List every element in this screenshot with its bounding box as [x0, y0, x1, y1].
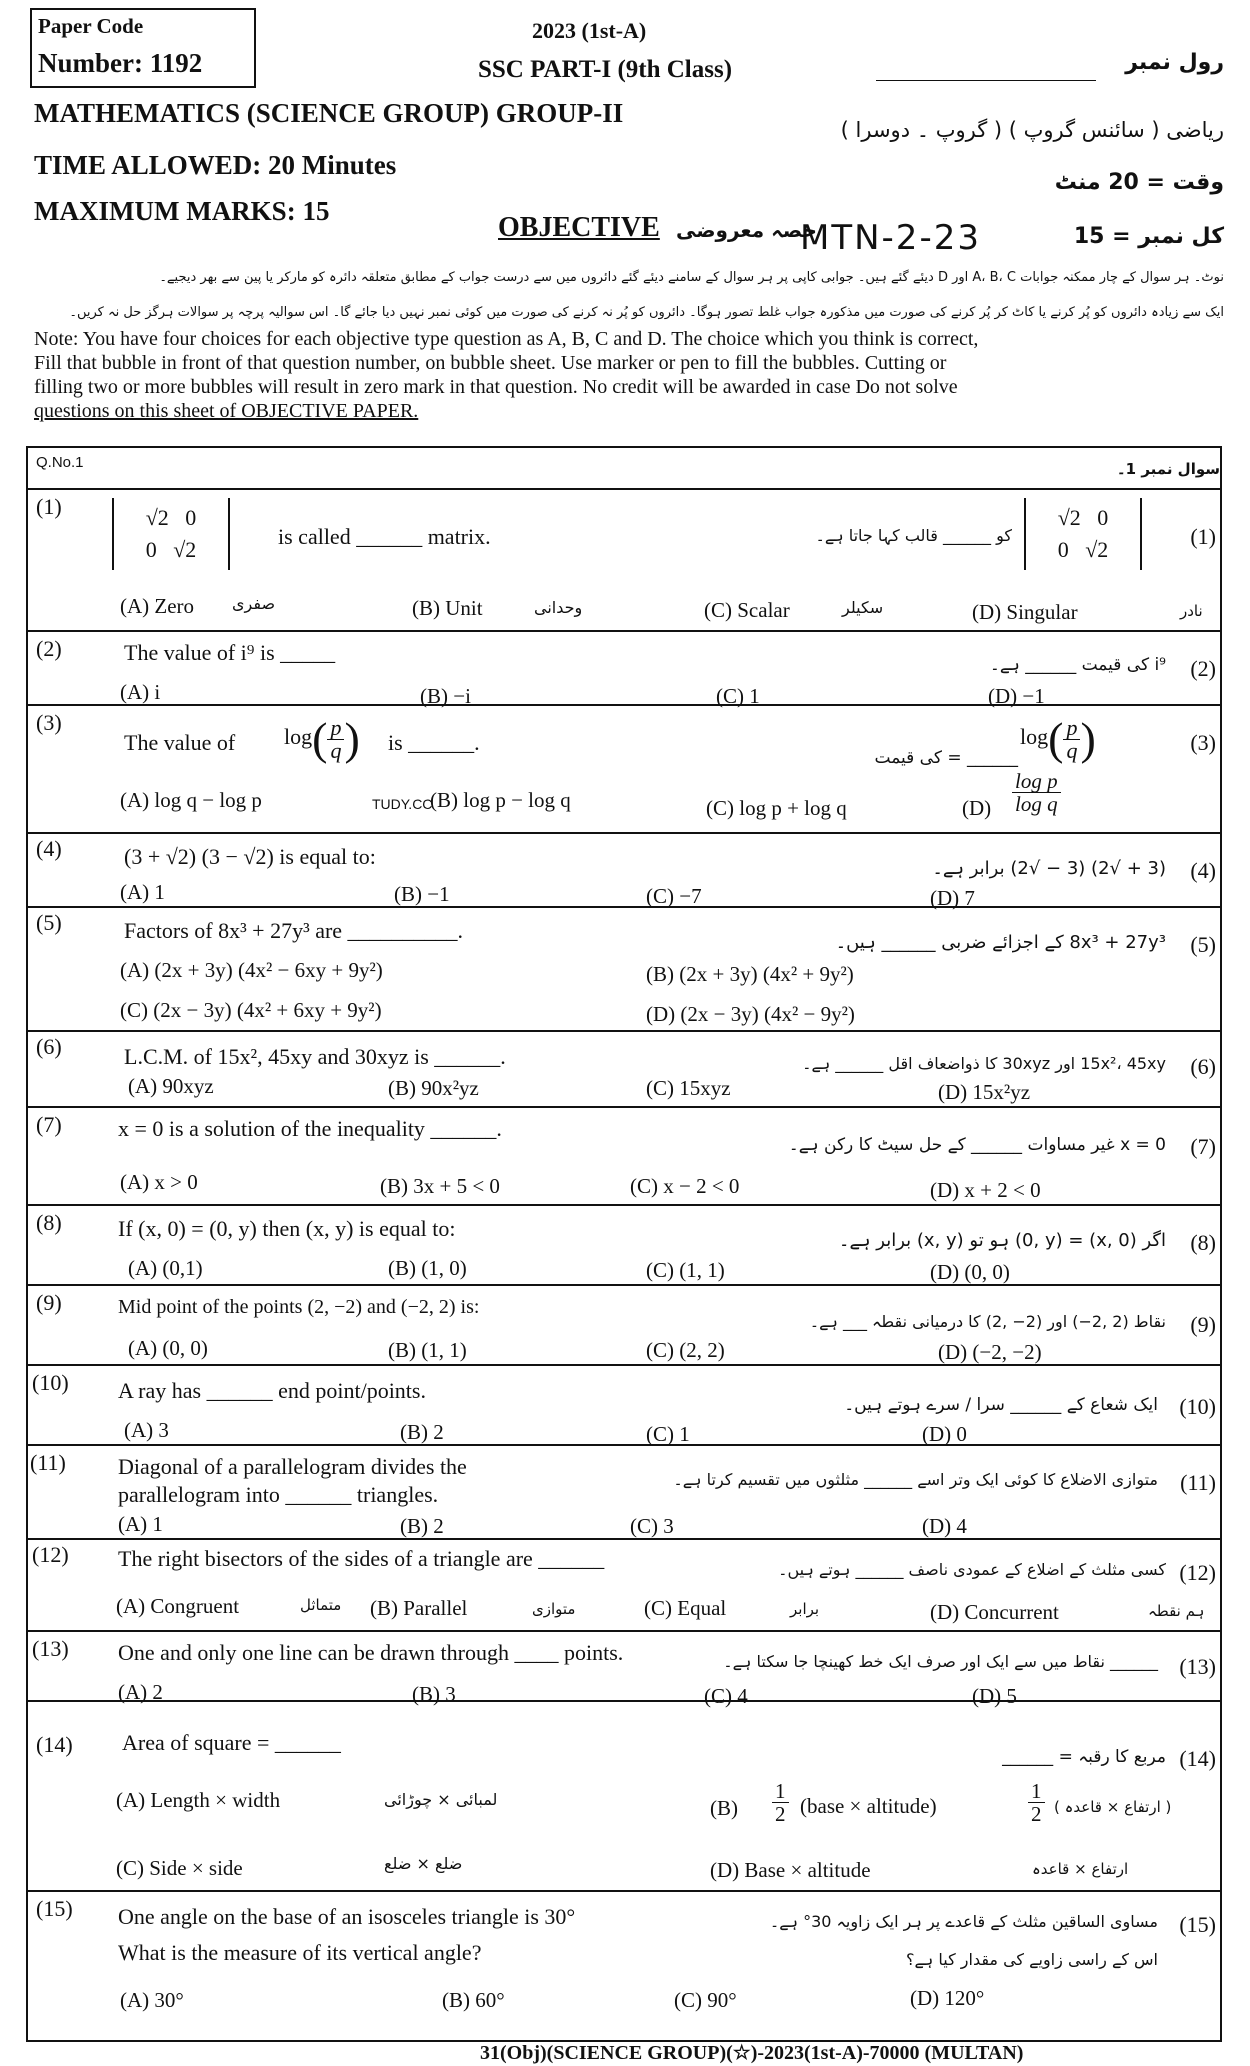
option-d-urdu: ارتفاع × قاعدہ [1032, 1860, 1129, 1878]
option-b-half: $\frac{1}{2}$ [772, 1780, 789, 1825]
option-b: (B) Unit [412, 596, 483, 620]
question-text-urdu: نقاط (2 ,2−) اور (2− ,2) کا درمیانی نقطہ ___ ہے۔ [809, 1312, 1166, 1331]
question-text: x = 0 is a solution of the inequality ______. [118, 1116, 502, 1141]
roll-number-label-urdu: رول نمبر [1125, 50, 1224, 75]
question-number-right: (12) [1179, 1560, 1216, 1585]
option-a: (A) x > 0 [120, 1170, 198, 1194]
option-b: (B) 60° [442, 1988, 505, 2012]
option-a: (A) (0,1) [128, 1256, 203, 1280]
question-number: (6) [36, 1034, 62, 1059]
question-text-urdu: متوازی الاضلاع کا کوئی ایک وتر اسے ______ مثلثوں میں تقسیم کرتا ہے۔ [673, 1470, 1158, 1489]
option-c-urdu: برابر [790, 1600, 820, 1618]
option-d: (D) (−2, −2) [938, 1340, 1042, 1364]
option-b: (B) 2 [400, 1514, 444, 1538]
option-c: (C) 1 [646, 1422, 690, 1446]
question-text: Factors of 8x³ + 27y³ are __________. [124, 918, 464, 943]
question-text-line-2: What is the measure of its vertical angle? [118, 1940, 482, 1965]
row-divider [26, 630, 1220, 632]
question-text-post: is ______. [388, 730, 480, 755]
row-divider [26, 1890, 1220, 1892]
row-divider [26, 1204, 1220, 1206]
question-number: (1) [36, 494, 62, 519]
paper-number: Number: 1192 [38, 48, 203, 78]
question-number: (12) [32, 1542, 69, 1567]
question-text-urdu: مربع کا رقبہ = ______ [1002, 1747, 1166, 1767]
question-number-right: (9) [1190, 1312, 1216, 1337]
question-number: (10) [32, 1370, 69, 1395]
row-divider [26, 1700, 1220, 1702]
option-c: (C) 3 [630, 1514, 674, 1538]
question-number: (15) [36, 1896, 73, 1921]
option-a: (A) Length × width [116, 1788, 281, 1812]
note-english-line-3: filling two or more bubbles will result in zero mark in that question. No credit will be awarded in case Do not solve [34, 376, 958, 398]
question-number-right: (4) [1190, 858, 1216, 883]
option-a: (A) 90xyz [128, 1074, 214, 1098]
question-number-right: (15) [1179, 1912, 1216, 1937]
option-b: (B) 2 [400, 1420, 444, 1444]
option-d-fraction: $\frac{\text{log p}}{\text{log q}}$ [1012, 770, 1061, 815]
note-english-line-2: Fill that bubble in front of that question number, on bubble sheet. Use marker or pen to fill the bubbles. Cutting or [34, 352, 947, 374]
question-number-right: (11) [1180, 1470, 1216, 1495]
question-number-right: (10) [1179, 1394, 1216, 1419]
question-number-right: (2) [1190, 656, 1216, 681]
question-text: The value of i⁹ is _____ [124, 640, 336, 665]
option-b-urdu: وحدانی [534, 598, 583, 617]
option-d: (D) Concurrent [930, 1600, 1059, 1624]
option-b-half-urdu-side: $\frac{1}{2}$ [1028, 1780, 1045, 1825]
question-text: (3 + √2) (3 − √2) is equal to: [124, 844, 376, 869]
option-b-urdu: متوازی [532, 1600, 576, 1618]
maximum-marks-urdu: کل نمبر = 15 [1073, 224, 1224, 249]
question-number-right: (5) [1190, 932, 1216, 957]
option-b: (B) [710, 1796, 738, 1820]
question-number-right: (8) [1190, 1230, 1216, 1255]
objective-heading: OBJECTIVE [498, 212, 660, 243]
note-english-line-4: questions on this sheet of OBJECTIVE PAPER. [34, 400, 419, 422]
question-text: L.C.M. of 15x², 45xy and 30xyz is ______. [124, 1044, 506, 1069]
question-number: (3) [36, 710, 62, 735]
option-a-urdu: متماثل [300, 1596, 342, 1614]
question-text-urdu: 8x³ + 27y³ کے اجزائے ضربی ______ ہیں۔ [835, 932, 1166, 953]
option-c: (C) (1, 1) [646, 1258, 725, 1282]
option-c: (C) 4 [704, 1684, 748, 1708]
subject-title-urdu: ریاضی ( سائنس گروپ ) ( گروپ ۔ دوسرا ) [840, 118, 1224, 142]
option-d: (D) (0, 0) [930, 1260, 1010, 1284]
option-b: (B) (1, 1) [388, 1338, 467, 1362]
question-text: If (x, 0) = (0, y) then (x, y) is equal to: [118, 1216, 456, 1241]
option-b: (B) −1 [394, 882, 450, 906]
option-c: (C) 15xyz [646, 1076, 731, 1100]
row-divider [26, 1444, 1220, 1446]
row-divider [26, 832, 1220, 834]
question-text: is called ______ matrix. [278, 524, 491, 549]
question-number: (2) [36, 636, 62, 661]
option-b: (B) Parallel [370, 1596, 468, 1620]
question-text-urdu: ______ نقاط میں سے ایک اور صرف ایک خط کھینچا جا سکتا ہے۔ [723, 1652, 1158, 1671]
question-number: (11) [30, 1450, 66, 1475]
question-text: A ray has ______ end point/points. [118, 1378, 426, 1403]
note-urdu-line-1: نوٹ۔ ہر سوال کے چار ممکنہ جوابات A، B، C اور D دیئے گئے ہیں۔ جوابی کاپی پر ہر سوال کے سامنے دیئے گئے دائروں میں سے درست جواب کے مطابق متعلقہ دائرہ کو مارکر یا پین سے بھر دیجیے۔ [159, 270, 1224, 285]
question-text: One and only one line can be drawn through ____ points. [118, 1640, 624, 1665]
question-number-right: (14) [1179, 1746, 1216, 1771]
question-number-right: (3) [1190, 730, 1216, 755]
question-number: (9) [36, 1290, 62, 1315]
option-d: (D) 5 [972, 1684, 1017, 1708]
option-d: (D) x + 2 < 0 [930, 1178, 1041, 1202]
option-d: (D) 4 [922, 1514, 967, 1538]
question-number: (5) [36, 910, 62, 935]
question-number-right: (6) [1190, 1054, 1216, 1079]
option-b: (B) −i [420, 684, 471, 708]
question-text-urdu: کسی مثلث کے اضلاع کے عمودی ناصف ______ ہوتے ہیں۔ [778, 1560, 1166, 1579]
option-a: (A) log q − log p [120, 788, 262, 812]
question-text: The right bisectors of the sides of a triangle are ______ [118, 1546, 605, 1571]
option-a: (A) 2 [118, 1680, 163, 1704]
row-divider [26, 1630, 1220, 1632]
question-text-line-2: parallelogram into ______ triangles. [118, 1482, 439, 1507]
question-text: Mid point of the points (2, −2) and (−2, 2) is: [118, 1296, 480, 1318]
question-text-urdu: ایک شعاع کے ______ سرا / سرے ہوتے ہیں۔ [844, 1395, 1158, 1415]
objective-heading-urdu: حصہ معروضی [676, 218, 817, 242]
option-a: (A) Congruent [116, 1594, 240, 1618]
option-d: (D) 15x²yz [938, 1080, 1031, 1104]
option-d: (D) Singular [972, 600, 1078, 624]
option-d: (D) 120° [910, 1986, 985, 2010]
time-allowed-urdu: وقت = 20 منٹ [1054, 170, 1224, 195]
option-d-urdu: نادر [1180, 602, 1203, 620]
note-english-line-1: Note: You have four choices for each objective type question as A, B, C and D. The choice which you think is correct, [34, 328, 979, 350]
option-a: (A) (2x + 3y) (4x² − 6xy + 9y²) [120, 958, 383, 982]
question-text-line-1: Diagonal of a parallelogram divides the [118, 1454, 467, 1479]
time-allowed: TIME ALLOWED: 20 Minutes [34, 150, 397, 180]
option-c: (C) −7 [646, 884, 702, 908]
option-a: (A) 1 [118, 1512, 163, 1536]
question-text-line-1: One angle on the base of an isosceles triangle is 30° [118, 1904, 576, 1929]
option-c: (C) x − 2 < 0 [630, 1174, 740, 1198]
identity-matrix: √2 0 0 √2 [112, 498, 230, 570]
question-text: Area of square = ______ [122, 1730, 341, 1755]
option-c: (C) 1 [716, 684, 760, 708]
row-divider [26, 1538, 1220, 1540]
question-text-urdu: i⁹ کی قیمت ______ ہے۔ [989, 655, 1166, 675]
option-d: (D) (2x − 3y) (4x² − 9y²) [646, 1002, 855, 1026]
subject-title: MATHEMATICS (SCIENCE GROUP) GROUP-II [34, 98, 624, 128]
option-d: (D) [962, 796, 992, 820]
option-b: (B) 90x²yz [388, 1076, 479, 1100]
option-c-urdu: ضلع × ضلع [384, 1854, 463, 1873]
question-text-urdu: کو ______ قالب کہا جاتا ہے۔ [815, 526, 1012, 545]
row-divider [26, 1030, 1220, 1032]
question-text-urdu: اگر (x, 0) = (0, y) ہو تو (x, y) برابر ہے۔ [838, 1230, 1166, 1251]
question-number: (7) [36, 1112, 62, 1137]
question-number-right: (7) [1190, 1134, 1216, 1159]
watermark-stamp: TUDY.CC [372, 796, 433, 812]
option-a-urdu: صفری [232, 594, 276, 613]
option-c: (C) (2x − 3y) (4x² + 6xy + 9y²) [120, 998, 382, 1022]
option-c: (C) (2, 2) [646, 1338, 725, 1362]
option-c: (C) Equal [644, 1596, 727, 1620]
option-d: (D) 0 [922, 1422, 967, 1446]
option-b-text: (base × altitude) [800, 1794, 937, 1818]
option-a: (A) 1 [120, 880, 165, 904]
question-text-urdu: 15x²، 45xy اور 30xyz کا ذواضعاف اقل ______ ہے۔ [802, 1054, 1166, 1073]
option-b-urdu: ( ارتفاع × قاعدہ ) [1054, 1798, 1172, 1816]
option-c: (C) 90° [674, 1988, 737, 2012]
question-text-urdu: (3 + √2) (3 − √2) برابر ہے۔ [932, 858, 1166, 879]
maximum-marks: MAXIMUM MARKS: 15 [34, 196, 330, 226]
option-b: (B) (2x + 3y) (4x² + 9y²) [646, 962, 854, 986]
identity-matrix-urdu-side: √2 0 0 √2 [1024, 498, 1142, 570]
row-divider [26, 1106, 1220, 1108]
option-c-urdu: سکیلر [842, 598, 884, 617]
paper-code-label: Paper Code [38, 14, 144, 38]
option-c: (C) log p + log q [706, 796, 847, 820]
option-d-urdu: ہم نقطہ [1148, 1602, 1205, 1620]
exam-class: SSC PART-I (9th Class) [478, 56, 733, 83]
option-a: (A) i [120, 680, 161, 704]
roll-number-line [876, 80, 1096, 81]
option-d: (D) Base × altitude [710, 1858, 871, 1882]
row-divider [26, 906, 1220, 908]
option-b: (B) 3x + 5 < 0 [380, 1174, 500, 1198]
option-a-urdu: لمبائی × چوڑائی [384, 1790, 498, 1809]
option-a: (A) Zero [120, 594, 195, 618]
option-c: (C) Scalar [704, 598, 790, 622]
qno-label-urdu: سوال نمبر 1۔ [1116, 460, 1220, 478]
option-d: (D) 7 [930, 886, 975, 910]
option-c: (C) Side × side [116, 1856, 243, 1880]
option-a: (A) (0, 0) [128, 1336, 208, 1360]
option-b: (B) log p − log q [430, 788, 571, 812]
option-d: (D) −1 [988, 684, 1045, 708]
question-number: (8) [36, 1210, 62, 1235]
question-number: (4) [36, 836, 62, 861]
question-number-right: (1) [1190, 524, 1216, 549]
log-fraction-urdu-side: log( $\frac{p}{q}$ ) [1020, 713, 1096, 764]
row-divider [26, 1284, 1220, 1286]
exam-year: 2023 (1st-A) [532, 18, 647, 43]
question-text-urdu: x = 0 غیر مساوات ______ کے حل سیٹ کا رکن ہے۔ [788, 1135, 1166, 1155]
qno-label: Q.No.1 [36, 454, 84, 471]
handwritten-code: MTN-2-23 [800, 218, 981, 258]
note-urdu-line-2: ایک سے زیادہ دائروں کو پُر کرنے یا کاٹ کر پُر کرنے کی صورت میں مذکورہ جواب غلط تصور ہوگا۔ دائروں کو پُر نہ کرنے کی صورت میں کوئی نمبر نہیں دیا جائے گا۔ اس سوالیہ پرچہ پر سوالات ہرگز حل نہ کریں۔ [69, 305, 1224, 320]
log-fraction: log( $\frac{p}{q}$ ) [284, 713, 360, 764]
question-text-urdu-line-1: مساوی الساقین مثلث کے قاعدے پر ہر ایک زاویہ 30° ہے۔ [769, 1912, 1158, 1931]
option-b: (B) 3 [412, 1682, 456, 1706]
question-text-pre: The value of [124, 730, 236, 755]
option-a: (A) 3 [124, 1418, 169, 1442]
option-b: (B) (1, 0) [388, 1256, 467, 1280]
question-number-right: (13) [1179, 1654, 1216, 1679]
question-number: (14) [36, 1732, 73, 1757]
row-divider [26, 488, 1220, 490]
option-a: (A) 30° [120, 1988, 184, 2012]
question-text-urdu: ______ = کی قیمت [874, 748, 1018, 768]
paper-code-box [30, 8, 256, 88]
footer-code: 31(Obj)(SCIENCE GROUP)(☆)-2023(1st-A)-70000 (MULTAN) [480, 2042, 1024, 2064]
question-number: (13) [32, 1636, 69, 1661]
question-text-urdu-line-2: اس کے راسی زاویے کی مقدار کیا ہے؟ [906, 1950, 1158, 1969]
